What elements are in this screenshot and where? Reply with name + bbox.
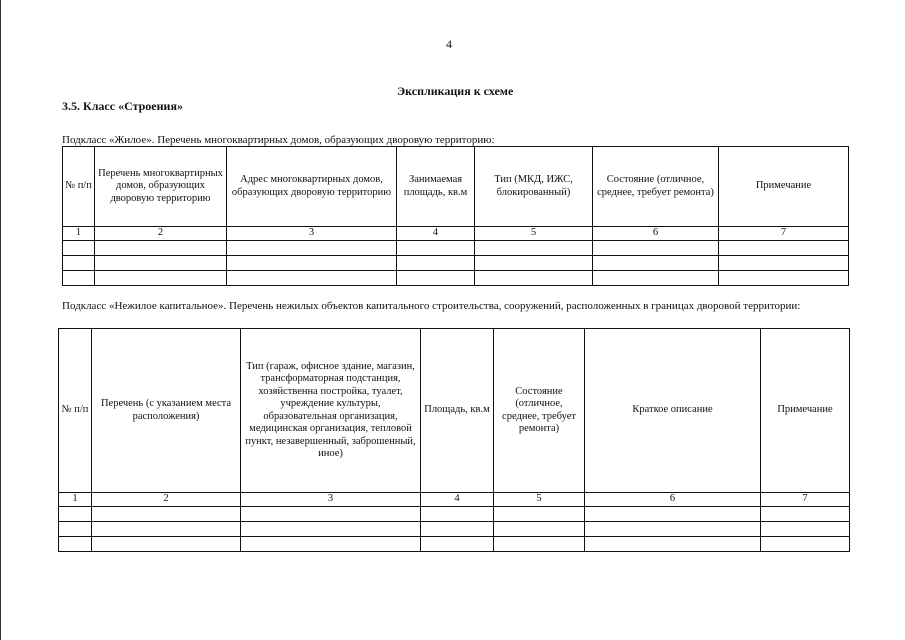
table-cell[interactable]	[227, 240, 397, 255]
table-header-row	[59, 329, 850, 493]
column-number-cell: 7	[761, 493, 850, 507]
column-number-cell: 3	[241, 493, 421, 507]
column-number-cell: 1	[59, 493, 92, 507]
column-number-cell: 7	[719, 227, 849, 241]
table-cell[interactable]	[585, 536, 761, 551]
table-cell[interactable]	[59, 536, 92, 551]
column-number-row	[59, 493, 850, 507]
column-number-cell: 4	[421, 493, 494, 507]
table-header-row	[63, 147, 849, 227]
table-row	[63, 240, 849, 255]
table-cell[interactable]	[92, 521, 241, 536]
table-cell[interactable]	[494, 506, 585, 521]
column-number-cell: 6	[593, 227, 719, 241]
table-cell[interactable]	[585, 521, 761, 536]
table-cell[interactable]	[92, 536, 241, 551]
column-number-cell: 5	[494, 493, 585, 507]
table-row	[63, 270, 849, 285]
table-cell[interactable]	[475, 255, 593, 270]
table-cell[interactable]	[397, 255, 475, 270]
header-cell: Тип (гараж, офисное здание, магазин, трансформаторная подстанция, хозяйственна постройка, туалет, учреждение культуры, образовательная организация, медицинская организация, тепловой пункт, незавершенный, заброшенный, иное)	[241, 329, 421, 493]
table1-caption: Подкласс «Жилое». Перечень многоквартирных домов, образующих дворовую территорию:	[62, 134, 495, 146]
table-cell[interactable]	[227, 270, 397, 285]
table-cell[interactable]	[494, 536, 585, 551]
header-cell: Площадь, кв.м	[421, 329, 494, 493]
table-cell[interactable]	[593, 255, 719, 270]
table-cell[interactable]	[241, 521, 421, 536]
header-cell: Состояние (отличное, среднее, требует ремонта)	[593, 147, 719, 227]
header-cell: Краткое описание	[585, 329, 761, 493]
table-cell[interactable]	[95, 255, 227, 270]
table-row	[59, 521, 850, 536]
header-cell: Занимаемая площадь, кв.м	[397, 147, 475, 227]
header-cell: Перечень многоквартирных домов, образующих дворовую территорию	[95, 147, 227, 227]
table-cell[interactable]	[63, 270, 95, 285]
page-left-edge	[0, 0, 1, 640]
table-cell[interactable]	[475, 270, 593, 285]
table-cell[interactable]	[421, 506, 494, 521]
table-cell[interactable]	[63, 255, 95, 270]
table-cell[interactable]	[761, 521, 850, 536]
table-cell[interactable]	[63, 240, 95, 255]
table-row	[59, 506, 850, 521]
table-cell[interactable]	[95, 240, 227, 255]
table2-caption: Подкласс «Нежилое капитальное». Перечень нежилых объектов капитального строительства, сооружений, расположенных в границах дворовой территории:	[62, 300, 801, 312]
table-cell[interactable]	[421, 536, 494, 551]
header-cell: Перечень (с указанием места расположения)	[92, 329, 241, 493]
table-cell[interactable]	[761, 506, 850, 521]
column-number-row	[63, 227, 849, 241]
column-number-cell: 1	[63, 227, 95, 241]
table-cell[interactable]	[593, 240, 719, 255]
header-cell: Состояние (отличное, среднее, требует ремонта)	[494, 329, 585, 493]
column-number-cell: 3	[227, 227, 397, 241]
header-cell: Примечание	[719, 147, 849, 227]
document-title: Экспликация к схеме	[397, 84, 514, 98]
table-cell[interactable]	[719, 255, 849, 270]
header-cell: № п/п	[59, 329, 92, 493]
column-number-cell: 4	[397, 227, 475, 241]
table-cell[interactable]	[494, 521, 585, 536]
table-row	[63, 255, 849, 270]
table-cell[interactable]	[397, 240, 475, 255]
table-cell[interactable]	[241, 506, 421, 521]
residential-buildings-table	[62, 146, 849, 286]
header-cell: Адрес многоквартирных домов, образующих дворовую территорию	[227, 147, 397, 227]
table-cell[interactable]	[719, 270, 849, 285]
column-number-cell: 2	[92, 493, 241, 507]
header-cell: Тип (МКД, ИЖС, блокированный)	[475, 147, 593, 227]
column-number-cell: 2	[95, 227, 227, 241]
non-residential-objects-table	[58, 328, 850, 552]
table-cell[interactable]	[95, 270, 227, 285]
table-cell[interactable]	[227, 255, 397, 270]
table-cell[interactable]	[421, 521, 494, 536]
page-number: 4	[446, 37, 452, 51]
header-cell: Примечание	[761, 329, 850, 493]
header-cell: № п/п	[63, 147, 95, 227]
table-cell[interactable]	[241, 536, 421, 551]
table-cell[interactable]	[719, 240, 849, 255]
table-cell[interactable]	[397, 270, 475, 285]
table-cell[interactable]	[59, 521, 92, 536]
table-cell[interactable]	[475, 240, 593, 255]
section-title: 3.5. Класс «Строения»	[62, 99, 183, 113]
table-row	[59, 536, 850, 551]
table-cell[interactable]	[585, 506, 761, 521]
table-cell[interactable]	[92, 506, 241, 521]
table-cell[interactable]	[761, 536, 850, 551]
table-cell[interactable]	[59, 506, 92, 521]
column-number-cell: 6	[585, 493, 761, 507]
column-number-cell: 5	[475, 227, 593, 241]
table-cell[interactable]	[593, 270, 719, 285]
